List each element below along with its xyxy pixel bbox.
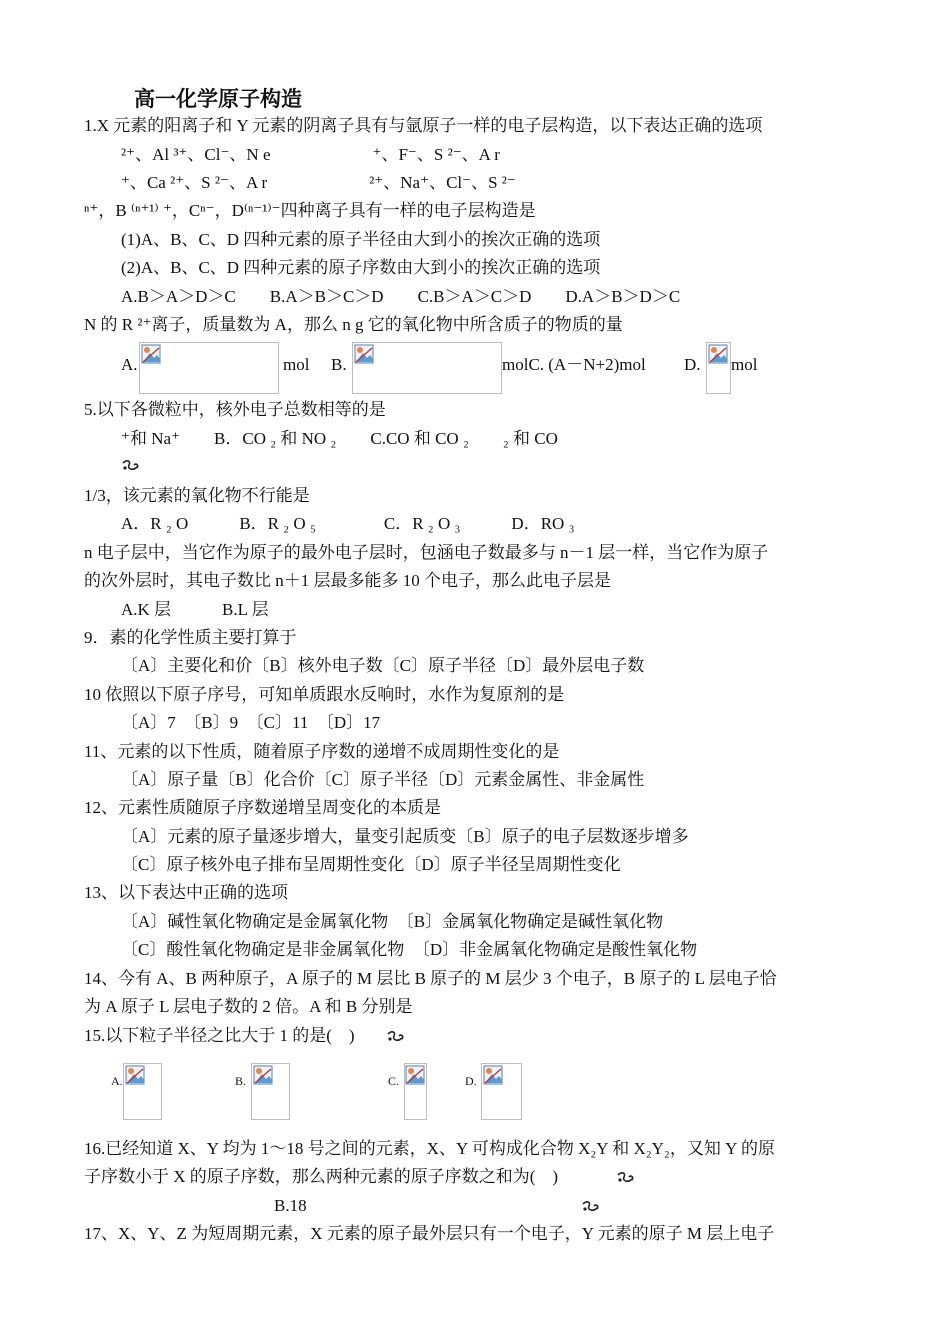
q3-options: A.B＞A＞D＞C B.A＞B＞C＞D C.B＞A＞C＞D D.A＞B＞D＞C: [121, 287, 681, 306]
q15-option-d-label: D.: [465, 1074, 477, 1088]
q1-option-cd: ⁺、Ca ²⁺、S ²⁻、A r ²⁺、Na⁺、Cl⁻、S ²⁻: [121, 173, 516, 192]
q12-options-1: 〔A〕元素的原子量逐步增大，量变引起质变〔B〕原子的电子层数逐步增多: [121, 827, 689, 846]
broken-image-icon: [141, 344, 161, 364]
q4-option-d-unit: mol: [731, 355, 758, 374]
q13-stem: 13、以下表达中正确的选项: [84, 883, 288, 902]
broken-image-icon: [253, 1065, 273, 1085]
q4-option-a-unit: mol: [283, 355, 310, 374]
q15-option-a-image: [123, 1063, 162, 1120]
page-title: 高一化学原子构造: [134, 87, 302, 111]
broken-image-icon: [405, 1065, 425, 1085]
q7-stem-2: 的次外层时，其电子数比 n＋1 层最多能多 10 个电子，那么此电子层是: [84, 571, 611, 590]
q15-option-c-label: C.: [388, 1074, 400, 1088]
q10-stem: 10 依照以下原子序号，可知单质跟水反响时，水作为复原剂的是: [84, 685, 565, 704]
q15-stem: 15.以下粒子半径之比大于 1 的是( ): [84, 1026, 355, 1045]
broken-image-icon: [354, 344, 374, 364]
swirl-mark-icon: [581, 1200, 601, 1214]
broken-image-icon: [708, 344, 728, 364]
q9-stem: 9．素的化学性质主要打算于: [84, 628, 297, 647]
q4-option-d-image: [706, 342, 731, 394]
q4-stem: N 的 R ²⁺离子，质量数为 A，那么 n g 它的氧化物中所含质子的物质的量: [84, 315, 623, 334]
q3-sub1: (1)A、B、C、D 四种元素的原子半径由大到小的挨次正确的选项: [121, 230, 601, 249]
q16-stem-2: 子序数小于 X 的原子序数，那么两种元素的原子序数之和为( ): [84, 1167, 559, 1186]
q4-option-b-label: B.: [331, 355, 347, 374]
q7-stem-1: n 电子层中，当它作为原子的最外电子层时，包涵电子数最多与 n－1 层一样，当它作为原子: [84, 543, 769, 562]
broken-image-icon: [125, 1065, 145, 1085]
q11-options: 〔A〕原子量〔B〕化合价〔C〕原子半径〔D〕元素金属性、非金属性: [121, 770, 645, 789]
q1-option-ab: ²⁺、Al ³⁺、Cl⁻、N e ⁺、F⁻、S ²⁻、A r: [121, 145, 500, 164]
q4-option-a-image: [139, 342, 279, 394]
q13-options-2: 〔C〕酸性氧化物确定是非金属氧化物 〔D〕非金属氧化物确定是酸性氧化物: [121, 940, 698, 959]
q15-option-b-label: B.: [235, 1074, 247, 1088]
q15-option-c-image: [404, 1063, 427, 1120]
q15-option-d-image: [481, 1063, 522, 1120]
q14-stem-2: 为 A 原子 L 层电子数的 2 倍。A 和 B 分别是: [84, 997, 413, 1016]
q6-options: A．R ₂ O B．R ₂ O ₅ C．R ₂ O ₃ D．RO ₃: [121, 514, 575, 533]
q1-stem: 1.X 元素的阳离子和 Y 元素的阴离子具有与氩原子一样的电子层构造，以下表达正确的选项: [84, 116, 763, 135]
q16-option-b: B.18: [274, 1196, 307, 1215]
q14-stem-1: 14、今有 A、B 两种原子，A 原子的 M 层比 B 原子的 M 层少 3 个电子，B 原子的 L 层电子恰: [84, 969, 777, 988]
q3-stem: ⁿ⁺，B ⁽ⁿ⁺¹⁾ ⁺，Cⁿ⁻，D⁽ⁿ⁻¹⁾⁻四种离子具有一样的电子层构造是: [84, 201, 536, 220]
q5-stem: 5.以下各微粒中，核外电子总数相等的是: [84, 400, 386, 419]
q12-stem: 12、元素性质随原子序数递增呈周变化的本质是: [84, 798, 441, 817]
broken-image-icon: [483, 1065, 503, 1085]
q12-options-2: 〔C〕原子核外电子排布呈周期性变化〔D〕原子半径呈周期性变化: [121, 855, 621, 874]
q4-option-d-label: D.: [684, 355, 701, 374]
q4-option-a-label: A.: [121, 355, 138, 374]
swirl-mark-icon: [121, 459, 141, 473]
q6-stem: 1/3，该元素的氧化物不行能是: [84, 486, 310, 505]
q11-stem: 11、元素的以下性质，随着原子序数的递增不成周期性变化的是: [84, 742, 560, 761]
q10-options: 〔A〕7 〔B〕9 〔C〕11 〔D〕17: [121, 713, 381, 732]
q4-option-b-image: [352, 342, 502, 394]
swirl-mark-icon: [616, 1171, 636, 1185]
q7-options: A.K 层 B.L 层: [121, 600, 269, 619]
q13-options-1: 〔A〕碱性氧化物确定是金属氧化物 〔B〕金属氧化物确定是碱性氧化物: [121, 912, 664, 931]
q5-options: ⁺和 Na⁺ B．CO ₂ 和 NO ₂ C.CO 和 CO ₂ ₂ 和 CO: [121, 429, 558, 448]
q15-option-a-label: A.: [111, 1074, 123, 1088]
q9-options: 〔A〕主要化和价〔B〕核外电子数〔C〕原子半径〔D〕最外层电子数: [121, 656, 645, 675]
q16-stem-1: 16.已经知道 X、Y 均为 1～18 号之间的元素，X、Y 可构成化合物 X₂Y 和 X₂Y₂，又知 Y 的原: [84, 1139, 775, 1158]
q3-sub2: (2)A、B、C、D 四种元素的原子序数由大到小的挨次正确的选项: [121, 258, 601, 277]
swirl-mark-icon: [386, 1030, 406, 1044]
q15-option-b-image: [251, 1063, 290, 1120]
q17-stem: 17、X、Y、Z 为短周期元素，X 元素的原子最外层只有一个电子，Y 元素的原子 M 层上电子: [84, 1224, 775, 1243]
q4-option-b-unit: molC. (A－N+2)mol: [502, 355, 646, 374]
